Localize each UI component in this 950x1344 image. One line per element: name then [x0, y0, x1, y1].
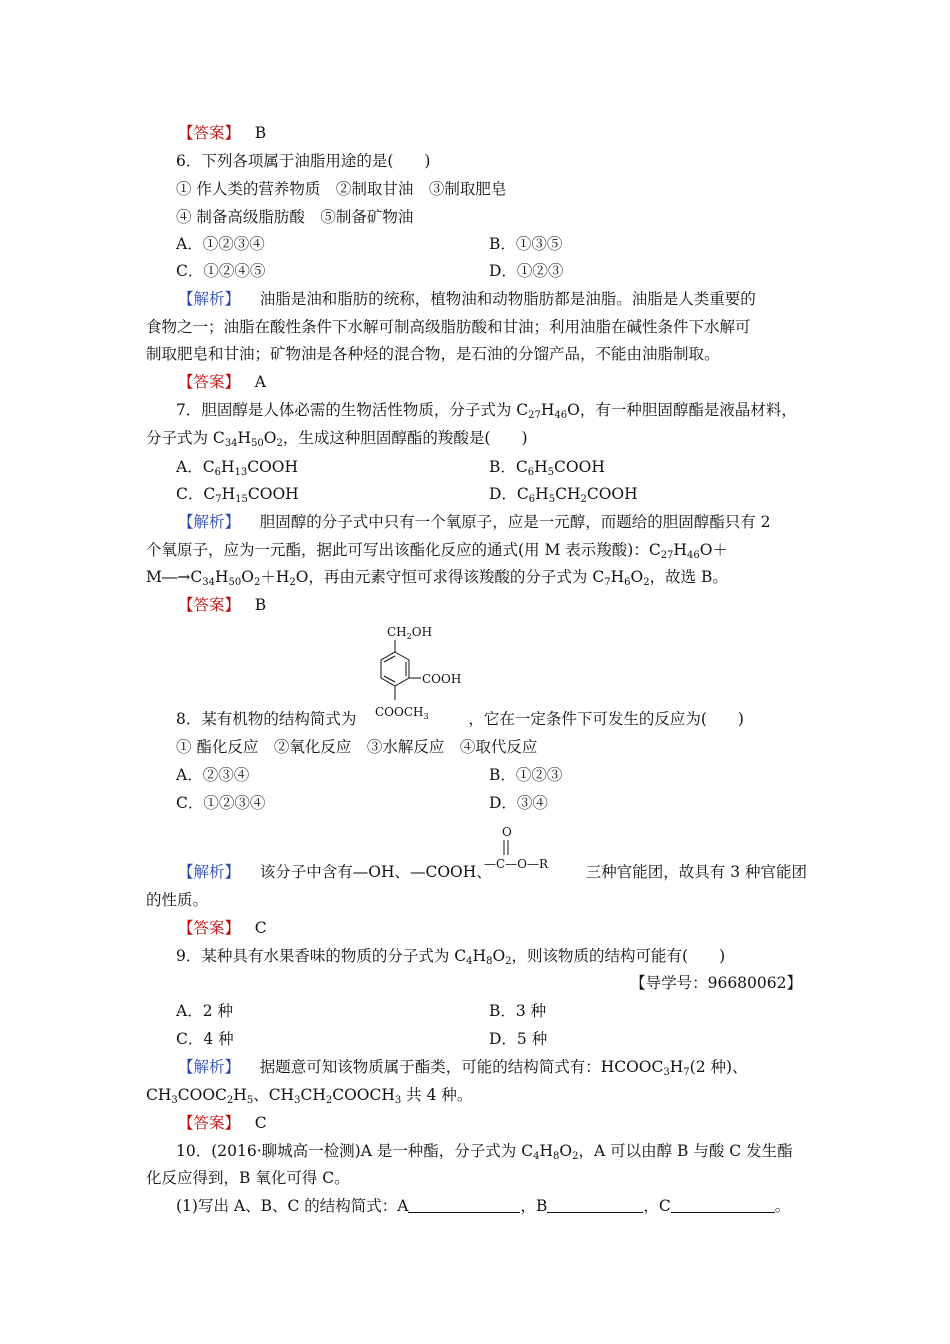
q7-option-a: A．$C_6H_{13}COOH$	[176, 458, 298, 478]
analysis-tag: 【解析】	[178, 513, 241, 531]
guide-number: 【导学号：96680062】	[630, 974, 802, 992]
q6-analysis-line-1	[178, 288, 756, 310]
answer-5	[178, 122, 266, 144]
answer-tag: 【答案】	[178, 596, 241, 614]
q10-sub-text: 。	[774, 1197, 791, 1215]
q6-option-c: C．①②④⑤	[176, 262, 266, 280]
q7-option-d: D．$C_6H_5CH_2COOH$	[489, 485, 638, 505]
q8-stem-text: 8．某有机物的结构简式为	[176, 710, 357, 728]
ester-oxygen: O	[502, 825, 512, 839]
answer-value: C	[254, 919, 267, 937]
q8-option-b: B．①②③	[489, 766, 563, 784]
q9-option-b: B．3 种	[489, 1002, 547, 1020]
q6-option-d: D．①②③	[489, 262, 564, 280]
q9-option-d: D．5 种	[489, 1030, 548, 1048]
q10-sub-text: ，C	[643, 1197, 671, 1215]
analysis-tag: 【解析】	[178, 863, 241, 881]
answer-value: C	[254, 1114, 267, 1132]
answer-value: A	[254, 373, 266, 391]
q7-analysis-line-3: $M―\to C_{34}H_{50}O_2+H_2O$，再由元素守恒可求得该羧酸的分子式为 $C_7H_6O_2$，故选 B。	[146, 568, 728, 588]
q7-option-c: C．$C_7H_{15}COOH$	[176, 485, 299, 505]
q6-option-b: B．①③⑤	[489, 235, 563, 253]
q7-option-b: B．$C_6H_5COOH$	[489, 458, 605, 478]
q8-analysis-line-2: 的性质。	[146, 891, 209, 909]
subscript: 46	[554, 410, 568, 421]
analysis-text: 胆固醇的分子式中只有一个氧原子，应是一元醇，而题给的胆固醇酯只有 2	[259, 513, 771, 531]
q10-stem-line-2: 化反应得到，B 氧化可得 C。	[146, 1169, 350, 1187]
answer-tag: 【答案】	[178, 124, 241, 142]
q6-analysis-line-2: 食物之一；油脂在酸性条件下水解可制高级脂肪酸和甘油；利用油脂在碱性条件下水解可	[146, 318, 751, 336]
answer-blank-a[interactable]	[408, 1198, 520, 1213]
q7-analysis-line-2: 个氧原子，应为一元酯，据此可写出该酯化反应的通式(用 M 表示羧酸)：$C_{27}H_{46}O+$	[146, 541, 728, 561]
q9-analysis-line-2: $CH_3COOC_2H_5$、$CH_3CH_2COOCH_3$ 共 4 种。	[146, 1086, 473, 1106]
analysis-text: 油脂是油和脂肪的统称，植物油和动物脂肪都是油脂。油脂是人类重要的	[259, 290, 756, 308]
q8-items: ① 酯化反应 ②氧化反应 ③水解反应 ④取代反应	[176, 738, 538, 756]
q10-sub-text: (1)写出 A、B、C 的结构简式：A	[176, 1197, 409, 1215]
answer-blank-c[interactable]	[671, 1198, 775, 1213]
q9-option-c: C．4 种	[176, 1030, 234, 1048]
q7-stem-text: ，有一种胆固醇酯是液晶材料，	[579, 401, 797, 419]
answer-tag: 【答案】	[178, 919, 241, 937]
q9-option-a: A．2 种	[176, 1002, 233, 1020]
q7-stem-text: ，生成这种胆固醇酯的羧酸是( )	[282, 429, 528, 447]
q10-sub-text: ，B	[520, 1197, 548, 1215]
subscript: 50	[251, 438, 264, 449]
answer-9	[178, 1112, 267, 1134]
q8-analysis-line-1	[178, 861, 807, 883]
q7-analysis-line-1	[178, 511, 771, 533]
q9-analysis-line-1: 【解析】 据题意可知该物质属于酯类，可能的结构简式有：$HCOOC_3H_7(2$ 种)、	[178, 1058, 748, 1078]
analysis-text: 三种官能团，故具有 3 种官能团	[585, 863, 807, 881]
q7-stem-line-2: 分子式为 $C_{34}H_{50}O_2$，生成这种胆固醇酯的羧酸是( )	[146, 429, 528, 449]
answer-blank-b[interactable]	[547, 1198, 643, 1213]
q8-option-d: D．③④	[489, 794, 548, 812]
answer-6	[178, 371, 266, 393]
cooh-label: COOH	[422, 672, 462, 686]
ester-chain: —C—O—R	[484, 857, 549, 871]
analysis-tag: 【解析】	[178, 290, 241, 308]
q8-option-a: A．②③④	[176, 766, 250, 784]
q8-stem	[176, 708, 744, 730]
q10-stem-line-1: 10．(2016·聊城高一检测)A 是一种酯，分子式为 $C_4H_8O_2$，A 可以由醇 B 与酸 C 发生酯	[176, 1142, 793, 1162]
subscript: 27	[528, 410, 541, 421]
subscript: 34	[224, 438, 238, 449]
q6-stem: 6．下列各项属于油脂用途的是( )	[176, 152, 431, 170]
subscript: 2	[276, 438, 283, 449]
q8-stem-text: ，它在一定条件下可发生的反应为( )	[468, 710, 744, 728]
answer-value: B	[254, 596, 267, 614]
q10-sub-1	[176, 1195, 790, 1217]
answer-tag: 【答案】	[178, 1114, 241, 1132]
q6-items-2: ④ 制备高级脂肪酸 ⑤制备矿物油	[176, 208, 414, 226]
q6-analysis-line-3: 制取肥皂和甘油；矿物油是各种烃的混合物，是石油的分馏产品，不能由油脂制取。	[146, 345, 720, 363]
analysis-tag: 【解析】	[178, 1058, 241, 1076]
q6-option-a: A．①②③④	[176, 235, 265, 253]
q7-stem-line-1: 7．胆固醇是人体必需的生物活性物质，分子式为 $C_{27}H_{46}O$，有一种胆固醇酯是液晶材料，	[176, 401, 797, 421]
cooch3-label: $COOCH_3$	[375, 705, 429, 721]
q7-stem-text: 分子式为 C	[146, 429, 225, 447]
ch2oh-label: $CH_2OH$	[387, 625, 433, 641]
answer-7	[178, 594, 266, 616]
q7-stem-text: 7．胆固醇是人体必需的生物活性物质，分子式为 C	[176, 401, 529, 419]
answer-8	[178, 917, 267, 939]
answer-value: B	[254, 124, 267, 142]
q8-option-c: C．①②③④	[176, 794, 266, 812]
q9-stem: 9．某种具有水果香味的物质的分子式为 $C_4H_8O_2$，则该物质的结构可能有( )	[176, 947, 726, 967]
q6-items-1: ① 作人类的营养物质 ②制取甘油 ③制取肥皂	[176, 180, 507, 198]
answer-tag: 【答案】	[178, 373, 241, 391]
analysis-text: 该分子中含有—OH、—COOH、	[259, 863, 492, 881]
